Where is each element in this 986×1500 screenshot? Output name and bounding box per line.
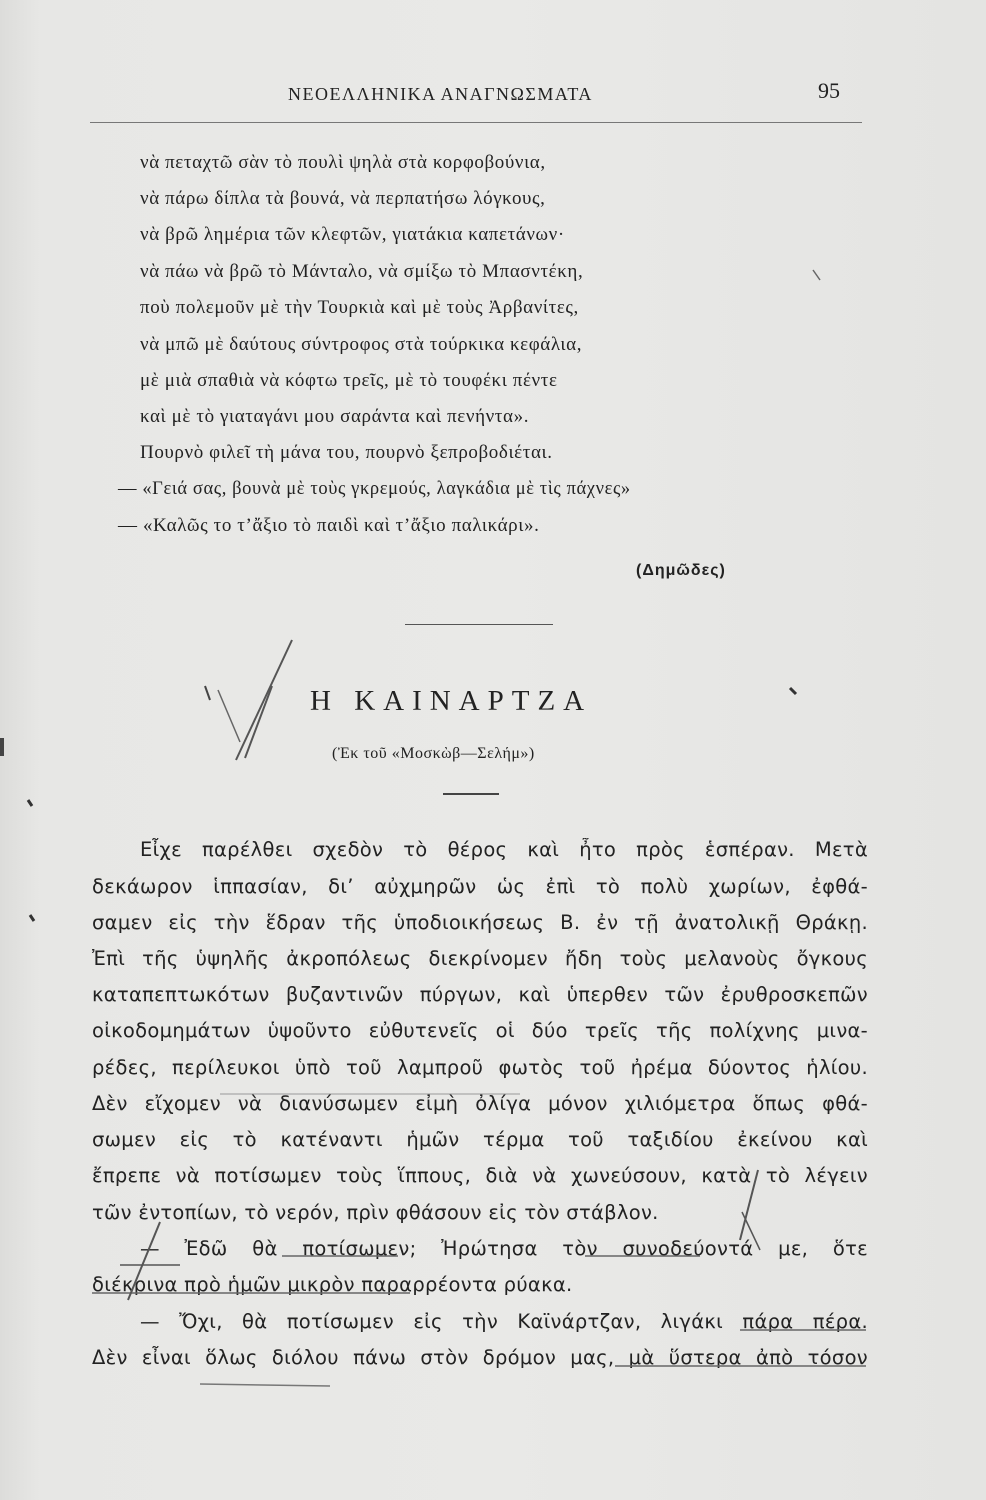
body-line: καταπεπτωκότων βυζαντινῶν πύργων, καὶ ὑπερθεν τῶν ἐρυθροσκεπῶν (92, 983, 868, 1006)
body-line: Εἶχε παρέλθει σχεδὸν τὸ θέρος καὶ ἦτο πρὸς ἑσπέραν. Μετὰ (140, 838, 868, 861)
body-line: Δὲν εἶναι ὅλως διόλου πάνω στὸν δρόμον μας, μὰ ὕστερα ἀπὸ τόσον (92, 1346, 868, 1369)
pencil-tick-mark (205, 686, 210, 700)
poem-line: νὰ πάρω δίπλα τὰ βουνά, νὰ περπατήσω λόγκους, (140, 188, 546, 209)
body-line: Δὲν εἴχομεν νὰ διανύσωμεν εἰμὴ ὀλίγα μόνον χιλιόμετρα ὅπως φθά- (92, 1092, 868, 1115)
body-line: οἰκοδομημάτων ὑψοῦντο εὐθυτενεῖς οἱ δύο τρεῖς τῆς πολίχνης μινα- (92, 1019, 868, 1042)
poem-source: (Δημῶδες) (636, 562, 726, 579)
stray-mark (30, 915, 34, 921)
poem-line: νὰ βρῶ λημέρια τῶν κλεφτῶν, γιατάκια καπετάνων· (140, 224, 565, 245)
header-rule (90, 122, 862, 123)
body-line: Ἐπὶ τῆς ὑψηλῆς ἀκροπόλεως διεκρίνομεν ἤδη τοὺς μελανοὺς ὄγκους (92, 947, 868, 970)
running-head: ΝΕΟΕΛΛΗΝΙΚΑ ΑΝΑΓΝΩΣΜΑΤΑ (288, 84, 593, 104)
poem-line: νὰ πεταχτῶ σὰν τὸ πουλὶ ψηλὰ στὰ κορφοβούνια, (140, 152, 546, 173)
poem-line: — «Γειά σας, βουνὰ μὲ τοὺς γκρεμούς, λαγκάδια μὲ τὶς πάχνες» (118, 479, 631, 499)
body-line: — Ὄχι, θὰ ποτίσωμεν εἰς τὴν Καϊνάρτζαν, λιγάκι πάρα πέρα. (140, 1310, 868, 1333)
pencil-slash-mark (218, 690, 240, 742)
body-line: σωμεν εἰς τὸ κατέναντι ἡμῶν τέρμα τοῦ ταξιδίου ἐκείνου καὶ (92, 1128, 868, 1151)
poem-line: ποὺ πολεμοῦν μὲ τὴν Τουρκιὰ καὶ μὲ τοὺς Ἀρβανίτες, (140, 297, 579, 318)
poem-line: Πουρνὸ φιλεῖ τὴ μάνα του, πουρνὸ ξεπροβοδιέται. (140, 442, 553, 463)
body-line: ρέδες, περίλευκοι ὑπὸ τοῦ λαμπροῦ φωτὸς τοῦ ἠρέμα δύοντος ἡλίου. (92, 1056, 868, 1079)
edge-mark (0, 738, 4, 756)
title-divider (443, 793, 499, 795)
poem-line: καὶ μὲ τὸ γιαταγάνι μου σαράντα καὶ πενήντα». (140, 406, 530, 427)
stray-mark (28, 800, 32, 806)
story-title: Η ΚΑΙΝΑΡΤΖΑ (310, 685, 593, 717)
story-subtitle: (Ἐκ τοῦ «Μοσκὼβ—Σελήμ») (332, 745, 535, 762)
section-divider (405, 624, 553, 625)
pencil-slash-mark (236, 640, 292, 760)
body-line: — Ἐδῶ θὰ ποτίσωμεν; Ἠρώτησα τὸν συνοδεύοντά με, ὅτε (140, 1237, 868, 1260)
page-number: 95 (818, 78, 840, 103)
stray-mark (790, 688, 796, 694)
body-line: δεκάωρον ἱππασίαν, δι’ αὐχμηρῶν ὡς ἐπὶ τὸ πολὺ χωρίων, ἐφθά- (92, 875, 868, 898)
body-line: διέκρινα πρὸ ἡμῶν μικρὸν παραρρέοντα ρύακα. (92, 1273, 573, 1296)
poem-line: νὰ πάω νὰ βρῶ τὸ Μάνταλο, νὰ σμίξω τὸ Μπασντέκη, (140, 261, 584, 282)
poem-line: νὰ μπῶ μὲ δαύτους σύντροφος στὰ τούρκικα κεφάλια, (140, 334, 583, 355)
body-line: σαμεν εἰς τὴν ἕδραν τῆς ὑποδιοικήσεως Β. ἐν τῇ ἀνατολικῇ Θράκῃ. (92, 911, 868, 934)
pencil-slash-mark (245, 686, 272, 758)
pencil-underline (200, 1384, 330, 1386)
body-line: ἔπρεπε νὰ ποτίσωμεν τοὺς ἵππους, διὰ νὰ χωνεύσουν, κατὰ τὸ λέγειν (92, 1164, 868, 1187)
stray-mark (813, 270, 820, 280)
body-line: τῶν ἐντοπίων, τὸ νερόν, πρὶν φθάσουν εἰς τὸν στάβλον. (92, 1201, 659, 1224)
poem-line: — «Καλῶς το τ’ἄξιο τὸ παιδὶ καὶ τ’ἄξιο παλικάρι». (118, 515, 540, 536)
poem-line: μὲ μιὰ σπαθιὰ νὰ κόφτω τρεῖς, μὲ τὸ τουφέκι πέντε (140, 370, 558, 391)
